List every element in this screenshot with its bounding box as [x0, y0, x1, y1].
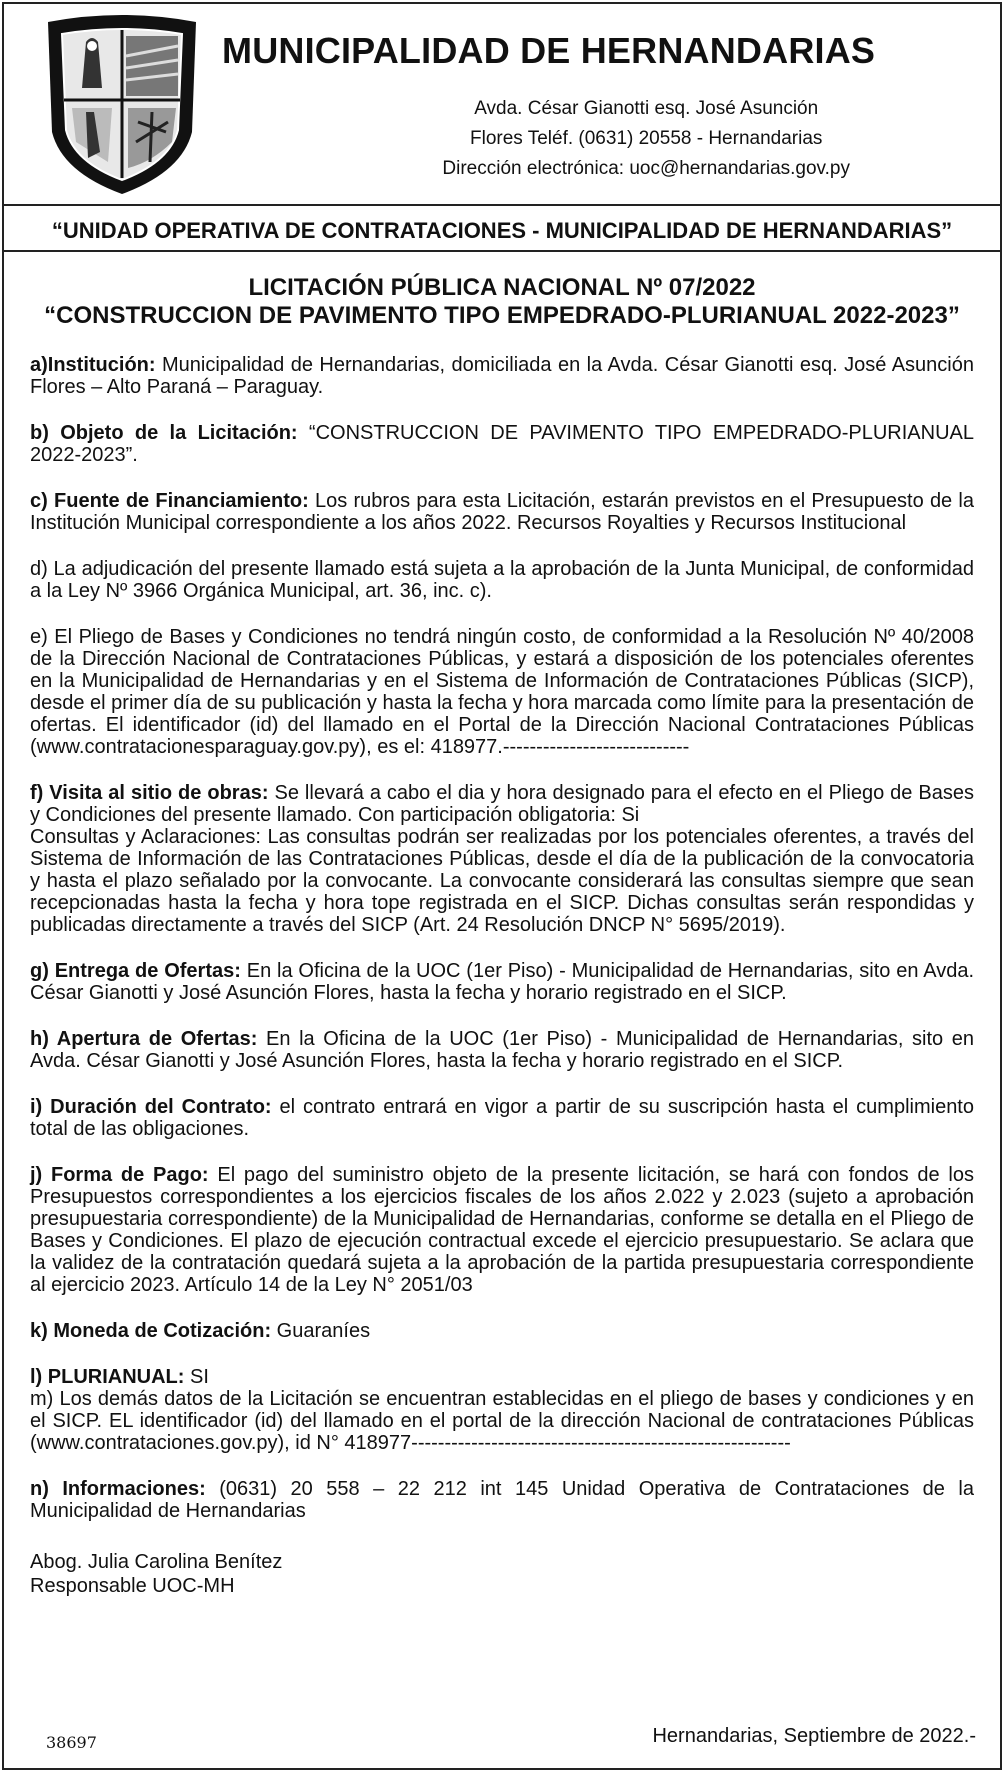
item-g-text: En la Oficina de la UOC (1er Piso) - Municipalidad de Hernandarias, sito en Avda. César Gianotti y José Asunción Flores, hasta la fecha y horario registrado en el SICP. [30, 960, 974, 1004]
item-b-label: b) Objeto de la Licitación: [30, 422, 298, 444]
item-c-text: Los rubros para esta Licitación, estarán previstos en el Presupuesto de la Institución Municipal correspondiente a los años 2022. Recursos Royalties y Recursos Institucional [30, 490, 974, 534]
signature-role: Responsable UOC-MH [30, 1575, 235, 1597]
item-h-text: En la Oficina de la UOC (1er Piso) - Municipalidad de Hernandarias, sito en Avda. César Gianotti y José Asunción Flores, hasta la fecha y horario registrado en el SICP. [30, 1028, 974, 1072]
item-i-label: i) Duración del Contrato: [30, 1096, 272, 1118]
email-line: Dirección electrónica: uoc@hernandarias.gov.py [442, 158, 850, 179]
title-line-2: “CONSTRUCCION DE PAVIMENTO TIPO EMPEDRADO-PLURIANUAL 2022-2023” [44, 302, 960, 329]
signature-block [30, 1550, 974, 1598]
item-f-consultas: Consultas y Aclaraciones: Las consultas podrán ser realizadas por los potenciales oferentes, a través del Sistema de Información de las Contrataciones Públicas, desde el día de la publicación de la convocatoria y hasta el plazo señalado por la convocante. La convocante considerará las consultas siempre que sean recepcionadas hasta la fecha y hora tope registrada en el SICP. Dichas consultas serán respondidas y publicadas directamente a través del SICP (Art. 24 Resolución DNCP N° 5695/2019). [30, 826, 974, 936]
signature-name: Abog. Julia Carolina Benítez [30, 1551, 283, 1573]
item-a-text: Municipalidad de Hernandarias, domiciliada en la Avda. César Gianotti esq. José Asunción Flores – Alto Paraná – Paraguay. [30, 354, 974, 398]
item-j [30, 1164, 974, 1296]
item-i-text: el contrato entrará en vigor a partir de su suscripción hasta el cumplimiento total de las obligaciones. [30, 1096, 974, 1140]
item-h [30, 1028, 974, 1072]
item-j-text: El pago del suministro objeto de la presente licitación, se hará con fondos de los Presupuestos correspondientes a los ejercicios fiscales de los años 2.022 y 2.023 (sujeto a aprobación presupuestaria correspondiente) de la Municipalidad de Hernandarias, conforme se detalla en el Pliego de Bases y Condiciones. El plazo de ejecución contractual excede el ejercicio presupuestario. Se aclara que la validez de la contratación quedará sujeta a la aprobación de la partida presupuestaria correspondiente al ejercicio 2023. Artículo 14 de la Ley N° 2051/03 [30, 1164, 974, 1296]
item-f [30, 782, 974, 826]
item-f-label: f) Visita al sitio de obras: [30, 782, 269, 804]
item-n-label: n) Informaciones: [30, 1478, 206, 1500]
item-n-text: (0631) 20 558 – 22 212 int 145 Unidad Operativa de Contrataciones de la Municipalidad de Hernandarias [30, 1478, 974, 1522]
item-h-label: h) Apertura de Ofertas: [30, 1028, 258, 1050]
item-l-label: l) PLURIANUAL: [30, 1366, 185, 1388]
notice-page [2, 2, 1002, 1770]
item-a [30, 354, 974, 398]
item-l [30, 1366, 974, 1388]
item-e: e) El Pliego de Bases y Condiciones no tendrá ningún costo, de conformidad a la Resolución Nº 40/2008 de la Dirección Nacional de Contrataciones Públicas, y estará a disposición de los potenciales oferentes en la Municipalidad de Hernandarias y en el Sistema de Información de Contrataciones Públicas (SICP), desde el primer día de su publicación y hasta la fecha y hora marcada como límite para la presentación de ofertas. El identificador (id) del llamado en el Portal de la Dirección Nacional Contrataciones Públicas (www.contratacionesparaguay.gov.py), es el: 418977.---------------------------- [30, 626, 974, 758]
notice-body [4, 274, 1000, 1598]
item-c [30, 490, 974, 534]
contact-block [442, 94, 850, 184]
item-c-label: c) Fuente de Financiamiento: [30, 490, 309, 512]
item-d: d) La adjudicación del presente llamado está sujeta a la aprobación de la Junta Municipal, de conformidad a la Ley Nº 3966 Orgánica Municipal, art. 36, inc. c). [30, 558, 974, 602]
coat-of-arms-icon [42, 12, 202, 198]
item-b [30, 422, 974, 466]
item-m: m) Los demás datos de la Licitación se encuentran establecidas en el pliego de bases y condiciones y en el SICP. EL identificador (id) del llamado en el portal de la dirección Nacional de contrataciones Públicas (www.contrataciones.gov.py), id N° 418977--------------------------------------------------------- [30, 1388, 974, 1454]
ad-number: 38697 [46, 1733, 97, 1752]
item-f-text: Se llevará a cabo el dia y hora designado para el efecto en el Pliego de Bases y Condiciones del presente llamado. Con participación obligatoria: Si [30, 782, 974, 826]
item-k-text: Guaraníes [271, 1320, 371, 1342]
item-n [30, 1478, 974, 1522]
header [4, 4, 1000, 206]
item-b-text: “CONSTRUCCION DE PAVIMENTO TIPO EMPEDRADO-PLURIANUAL 2022-2023”. [30, 422, 974, 466]
item-k-label: k) Moneda de Cotización: [30, 1320, 272, 1342]
item-a-label: a)Institución: [30, 354, 156, 376]
item-j-label: j) Forma de Pago: [30, 1164, 209, 1186]
item-g-label: g) Entrega de Ofertas: [30, 960, 241, 982]
item-i [30, 1096, 974, 1140]
place-date: Hernandarias, Septiembre de 2022.- [652, 1725, 976, 1747]
notice-title [30, 274, 974, 330]
org-name: MUNICIPALIDAD DE HERNANDARIAS [222, 30, 876, 71]
unit-title-bar: “UNIDAD OPERATIVA DE CONTRATACIONES - MUNICIPALIDAD DE HERNANDARIAS” [4, 212, 1000, 252]
phone-line: Flores Teléf. (0631) 20558 - Hernandarias [470, 128, 823, 149]
item-k [30, 1320, 974, 1342]
title-line-1: LICITACIÓN PÚBLICA NACIONAL Nº 07/2022 [248, 274, 756, 301]
item-l-text: SI [184, 1366, 209, 1388]
address-line: Avda. César Gianotti esq. José Asunción [474, 98, 819, 119]
item-g [30, 960, 974, 1004]
